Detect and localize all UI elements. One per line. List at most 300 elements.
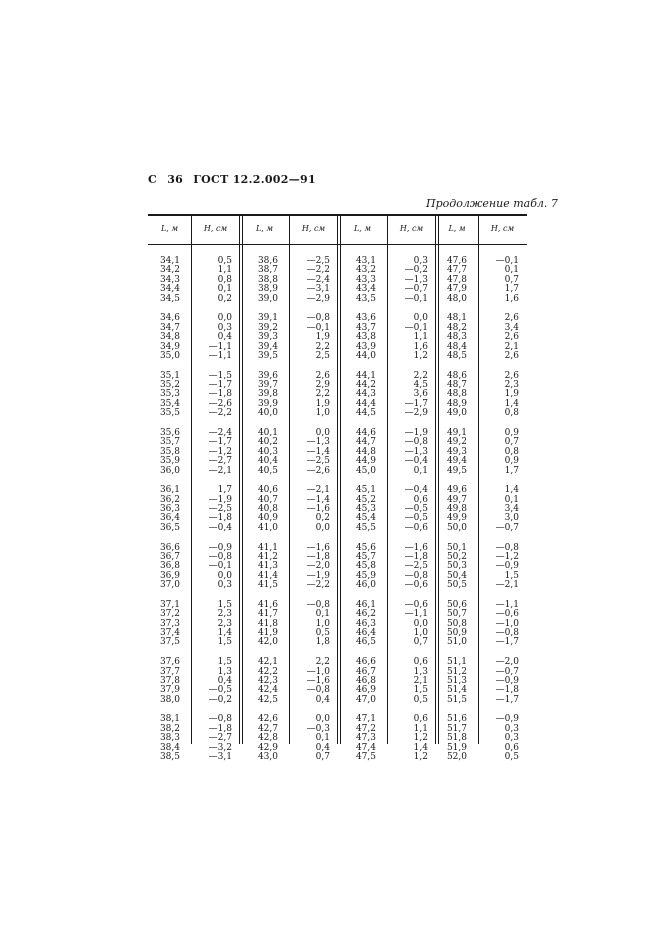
length-value: 37,2 [159,609,180,620]
length-value: 51,3 [446,675,467,686]
height-value: 1,1 [217,265,232,276]
length-value: 50,0 [446,522,467,533]
height-value: 0,9 [504,427,519,438]
length-value: 45,8 [355,561,376,572]
height-value: 2,2 [413,370,428,381]
height-value: 1,7 [504,465,519,476]
column-header: H, см [203,224,228,233]
length-value: 36,9 [159,570,180,581]
length-value: 48,6 [446,370,467,381]
height-value: —2,4 [208,427,232,438]
height-value: —0,8 [208,551,232,562]
length-value: 44,1 [355,370,376,381]
height-value: 2,6 [315,370,330,381]
height-value: 0,3 [217,580,232,591]
height-value: 1,5 [217,657,232,668]
length-value: 35,7 [159,437,180,448]
height-value: —0,2 [208,694,232,705]
length-value: 48,7 [446,380,467,390]
data-table [148,214,527,762]
height-value: —0,1 [208,561,232,572]
height-value: 0,6 [413,657,428,668]
length-value: 50,7 [446,609,467,620]
length-value: 40,0 [257,408,278,419]
height-value: —2,2 [306,265,330,276]
height-value: 0,8 [504,408,519,419]
height-value: 1,6 [413,341,428,352]
length-value: 46,5 [355,637,376,648]
length-value: 47,0 [355,694,376,705]
length-value: 50,9 [446,628,467,638]
height-value: —1,6 [404,542,428,553]
height-value: —1,0 [495,618,519,629]
height-value: —2,9 [306,293,330,304]
length-value: 48,0 [446,293,467,304]
length-value: 39,0 [257,293,278,304]
length-value: 34,3 [159,274,180,285]
length-value: 40,3 [257,446,278,457]
height-value: —0,3 [306,723,330,734]
height-value: —0,8 [404,437,428,448]
length-value: 39,5 [257,350,278,361]
height-value: 0,0 [315,522,330,533]
length-value: 38,1 [159,714,180,725]
length-value: 38,2 [159,723,180,734]
column-header: L, м [353,224,372,233]
length-value: 40,9 [257,513,278,524]
length-value: 47,7 [446,265,467,276]
height-value: —1,4 [306,446,330,457]
length-value: 46,2 [355,609,376,620]
height-value: 2,6 [504,370,519,381]
length-value: 35,6 [159,427,180,438]
length-value: 37,6 [159,657,180,668]
height-value: —0,8 [495,542,519,553]
height-value: 1,9 [315,398,330,409]
page-prefix: С [148,173,158,186]
height-value: 0,6 [413,714,428,725]
height-value: —0,6 [495,609,519,620]
height-value: —2,2 [208,408,232,419]
length-value: 50,4 [446,570,467,581]
height-value: 0,0 [315,714,330,725]
length-value: 44,4 [355,398,376,409]
height-value: 0,3 [504,733,519,744]
length-value: 47,4 [355,742,376,753]
height-value: —1,8 [208,723,232,734]
height-value: 2,6 [504,332,519,343]
length-value: 38,9 [257,284,278,295]
height-value: —1,9 [404,427,428,438]
column-header: L, м [255,224,274,233]
height-value: 1,0 [413,628,428,638]
length-value: 37,7 [159,666,180,677]
length-value: 48,4 [446,341,467,352]
length-value: 51,9 [446,742,467,753]
length-value: 42,9 [257,742,278,753]
length-value: 45,6 [355,542,376,553]
length-value: 36,1 [159,485,180,496]
height-value: —1,3 [306,437,330,448]
height-value: 2,2 [315,657,330,668]
height-value: —0,7 [495,666,519,677]
length-value: 47,6 [446,256,467,266]
height-value: 0,1 [315,609,330,620]
height-value: 0,7 [504,437,519,448]
length-value: 35,4 [159,398,180,409]
length-value: 37,3 [159,618,180,629]
height-value: —2,5 [306,256,330,266]
height-value: 1,0 [315,618,330,629]
height-value: —0,5 [404,504,428,514]
table-continuation-label: Продолжение табл. 7 [426,197,558,210]
height-value: 1,7 [217,485,232,496]
height-value: 0,7 [504,274,519,285]
length-value: 51,5 [446,694,467,705]
height-value: 2,2 [315,389,330,400]
height-value: —2,4 [306,274,330,285]
length-value: 42,3 [257,675,278,686]
height-value: —1,7 [404,398,428,409]
height-value: 0,7 [413,637,428,648]
height-value: —0,9 [495,561,519,572]
length-value: 38,6 [257,256,278,266]
length-value: 51,8 [446,733,467,744]
height-value: 2,3 [504,380,519,390]
height-value: 1,2 [413,752,428,762]
height-value: —0,4 [404,485,428,496]
height-value: 0,1 [504,265,519,276]
height-value: 1,3 [217,666,232,677]
length-value: 43,0 [257,752,278,762]
length-value: 48,3 [446,332,467,343]
height-value: 1,9 [315,332,330,343]
height-value: —0,8 [306,685,330,696]
length-value: 42,2 [257,666,278,677]
length-value: 34,5 [159,293,180,304]
height-value: 0,6 [413,494,428,505]
length-value: 43,2 [355,265,376,276]
height-value: 0,0 [315,427,330,438]
height-value: 2,3 [217,609,232,620]
height-value: —2,5 [208,504,232,514]
length-value: 43,6 [355,313,376,324]
height-value: —0,6 [404,522,428,533]
length-value: 36,6 [159,542,180,553]
height-value: —0,9 [495,675,519,686]
height-value: 0,4 [217,675,232,686]
length-value: 44,9 [355,456,376,467]
height-value: 1,4 [504,485,519,496]
column-header: H, см [399,224,424,233]
length-value: 40,2 [257,437,278,448]
length-value: 49,3 [446,446,467,457]
length-value: 36,7 [159,551,180,562]
height-value: —0,1 [404,322,428,333]
height-value: 0,0 [217,313,232,324]
length-value: 37,5 [159,637,180,648]
length-value: 46,0 [355,580,376,591]
length-value: 38,5 [159,752,180,762]
height-value: —1,7 [495,637,519,648]
length-value: 49,1 [446,427,467,438]
height-value: —1,0 [306,666,330,677]
height-value: 0,9 [504,456,519,467]
length-value: 46,6 [355,657,376,668]
height-value: —0,8 [495,628,519,638]
height-value: 2,1 [504,341,519,352]
length-value: 45,1 [355,485,376,496]
length-value: 43,8 [355,332,376,343]
page-header [148,173,322,186]
length-value: 41,4 [257,570,278,581]
length-value: 35,9 [159,456,180,467]
height-value: —0,4 [404,456,428,467]
length-value: 40,8 [257,504,278,514]
height-value: —2,2 [306,580,330,591]
height-value: —3,1 [208,752,232,762]
column-header: H, см [490,224,515,233]
height-value: 1,2 [413,733,428,744]
column-header: L, м [160,224,179,233]
length-value: 48,2 [446,322,467,333]
length-value: 41,9 [257,628,278,638]
length-value: 45,9 [355,570,376,581]
height-value: —1,2 [208,446,232,457]
length-value: 45,2 [355,494,376,505]
height-value: 1,4 [504,398,519,409]
length-value: 50,8 [446,618,467,629]
height-value: 1,6 [504,293,519,304]
length-value: 41,2 [257,551,278,562]
length-value: 48,1 [446,313,467,324]
column-header: H, см [301,224,326,233]
length-value: 34,6 [159,313,180,324]
length-value: 42,0 [257,637,278,648]
height-value: 0,2 [315,513,330,524]
length-value: 43,1 [355,256,376,266]
height-value: 2,6 [504,313,519,324]
height-value: 3,4 [504,322,519,333]
length-value: 41,0 [257,522,278,533]
height-value: —0,1 [404,293,428,304]
height-value: —1,6 [306,675,330,686]
length-value: 34,8 [159,332,180,343]
height-value: —1,1 [208,350,232,361]
length-value: 40,7 [257,494,278,505]
height-value: 2,6 [504,350,519,361]
height-value: —1,1 [208,341,232,352]
length-value: 39,8 [257,389,278,400]
height-value: 1,5 [217,599,232,610]
length-value: 42,8 [257,733,278,744]
length-value: 50,1 [446,542,467,553]
length-value: 50,6 [446,599,467,610]
height-value: —2,6 [208,398,232,409]
height-value: 0,8 [217,274,232,285]
height-value: —0,6 [404,580,428,591]
height-value: —2,9 [404,408,428,419]
height-value: —0,9 [495,714,519,725]
height-value: —2,1 [306,485,330,496]
height-value: 0,4 [315,742,330,753]
height-value: —2,7 [208,733,232,744]
height-value: 0,5 [413,694,428,705]
height-value: —0,7 [404,284,428,295]
length-value: 39,2 [257,322,278,333]
length-value: 45,3 [355,504,376,514]
length-value: 50,2 [446,551,467,562]
length-value: 48,8 [446,389,467,400]
length-value: 42,6 [257,714,278,725]
height-value: 0,4 [217,332,232,343]
length-value: 39,4 [257,341,278,352]
height-value: —3,2 [208,742,232,753]
height-value: —2,0 [495,657,519,668]
length-value: 44,5 [355,408,376,419]
length-value: 49,8 [446,504,467,514]
height-value: —1,7 [495,694,519,705]
height-value: —1,6 [306,542,330,553]
height-value: 0,1 [504,494,519,505]
length-value: 36,4 [159,513,180,524]
length-value: 36,0 [159,465,180,476]
height-value: 0,8 [504,446,519,457]
height-value: —1,8 [306,551,330,562]
height-value: 2,9 [315,380,330,390]
height-value: —1,9 [208,494,232,505]
height-value: —1,8 [495,685,519,696]
length-value: 39,7 [257,380,278,390]
height-value: —3,1 [306,284,330,295]
length-value: 41,7 [257,609,278,620]
length-value: 44,3 [355,389,376,400]
length-value: 38,8 [257,274,278,285]
length-value: 39,9 [257,398,278,409]
length-value: 46,9 [355,685,376,696]
length-value: 39,1 [257,313,278,324]
length-value: 37,1 [159,599,180,610]
length-value: 40,4 [257,456,278,467]
length-value: 42,5 [257,694,278,705]
length-value: 44,2 [355,380,376,390]
height-value: 1,0 [315,408,330,419]
height-value: —2,5 [306,456,330,467]
length-value: 38,3 [159,733,180,744]
length-value: 50,5 [446,580,467,591]
length-value: 35,3 [159,389,180,400]
height-value: 0,0 [217,570,232,581]
height-value: —1,2 [495,551,519,562]
length-value: 37,9 [159,685,180,696]
length-value: 42,7 [257,723,278,734]
length-value: 34,9 [159,341,180,352]
length-value: 43,9 [355,341,376,352]
length-value: 51,7 [446,723,467,734]
standard-code: ГОСТ 12.2.002—91 [193,173,316,186]
height-value: 0,5 [315,628,330,638]
length-value: 44,6 [355,427,376,438]
height-value: 0,3 [504,723,519,734]
height-value: 0,3 [217,322,232,333]
height-value: —1,3 [404,446,428,457]
height-value: 2,3 [217,618,232,629]
length-value: 34,7 [159,322,180,333]
height-value: 0,1 [217,284,232,295]
length-value: 49,0 [446,408,467,419]
height-value: —2,6 [306,465,330,476]
height-value: —0,8 [306,313,330,324]
length-value: 35,5 [159,408,180,419]
length-value: 49,4 [446,456,467,467]
length-value: 34,1 [159,256,180,266]
length-value: 49,9 [446,513,467,524]
length-value: 35,0 [159,350,180,361]
height-value: —1,3 [404,274,428,285]
height-value: 1,4 [217,628,232,638]
length-value: 43,3 [355,274,376,285]
length-value: 45,5 [355,522,376,533]
length-value: 43,4 [355,284,376,295]
height-value: 0,3 [413,256,428,266]
height-value: —0,9 [208,542,232,553]
height-value: 3,6 [413,389,428,400]
length-value: 43,5 [355,293,376,304]
length-value: 51,1 [446,657,467,668]
height-value: —1,8 [208,513,232,524]
length-value: 37,4 [159,628,180,638]
length-value: 51,4 [446,685,467,696]
length-value: 49,6 [446,485,467,496]
length-value: 47,2 [355,723,376,734]
height-value: 0,0 [413,618,428,629]
length-value: 44,8 [355,446,376,457]
length-value: 49,7 [446,494,467,505]
length-value: 45,0 [355,465,376,476]
table-header-rule [148,244,527,245]
length-value: 52,0 [446,752,467,762]
height-value: 1,1 [413,332,428,343]
length-value: 45,4 [355,513,376,524]
height-value: 1,9 [504,389,519,400]
height-value: —1,6 [306,504,330,514]
length-value: 38,4 [159,742,180,753]
height-value: 0,5 [217,256,232,266]
length-value: 38,0 [159,694,180,705]
height-value: 1,5 [217,637,232,648]
height-value: 3,4 [504,504,519,514]
height-value: —0,8 [208,714,232,725]
length-value: 38,7 [257,265,278,276]
length-value: 51,0 [446,637,467,648]
height-value: 2,5 [315,350,330,361]
height-value: —0,4 [208,522,232,533]
length-value: 47,1 [355,714,376,725]
height-value: 1,5 [504,570,519,581]
length-value: 48,5 [446,350,467,361]
length-value: 46,7 [355,666,376,677]
height-value: —0,5 [404,513,428,524]
length-value: 42,1 [257,657,278,668]
length-value: 41,1 [257,542,278,553]
height-value: —0,1 [306,322,330,333]
height-value: 1,2 [413,350,428,361]
page-number: 36 [167,173,184,186]
length-value: 45,7 [355,551,376,562]
length-value: 40,6 [257,485,278,496]
length-value: 46,4 [355,628,376,638]
height-value: —1,1 [495,599,519,610]
